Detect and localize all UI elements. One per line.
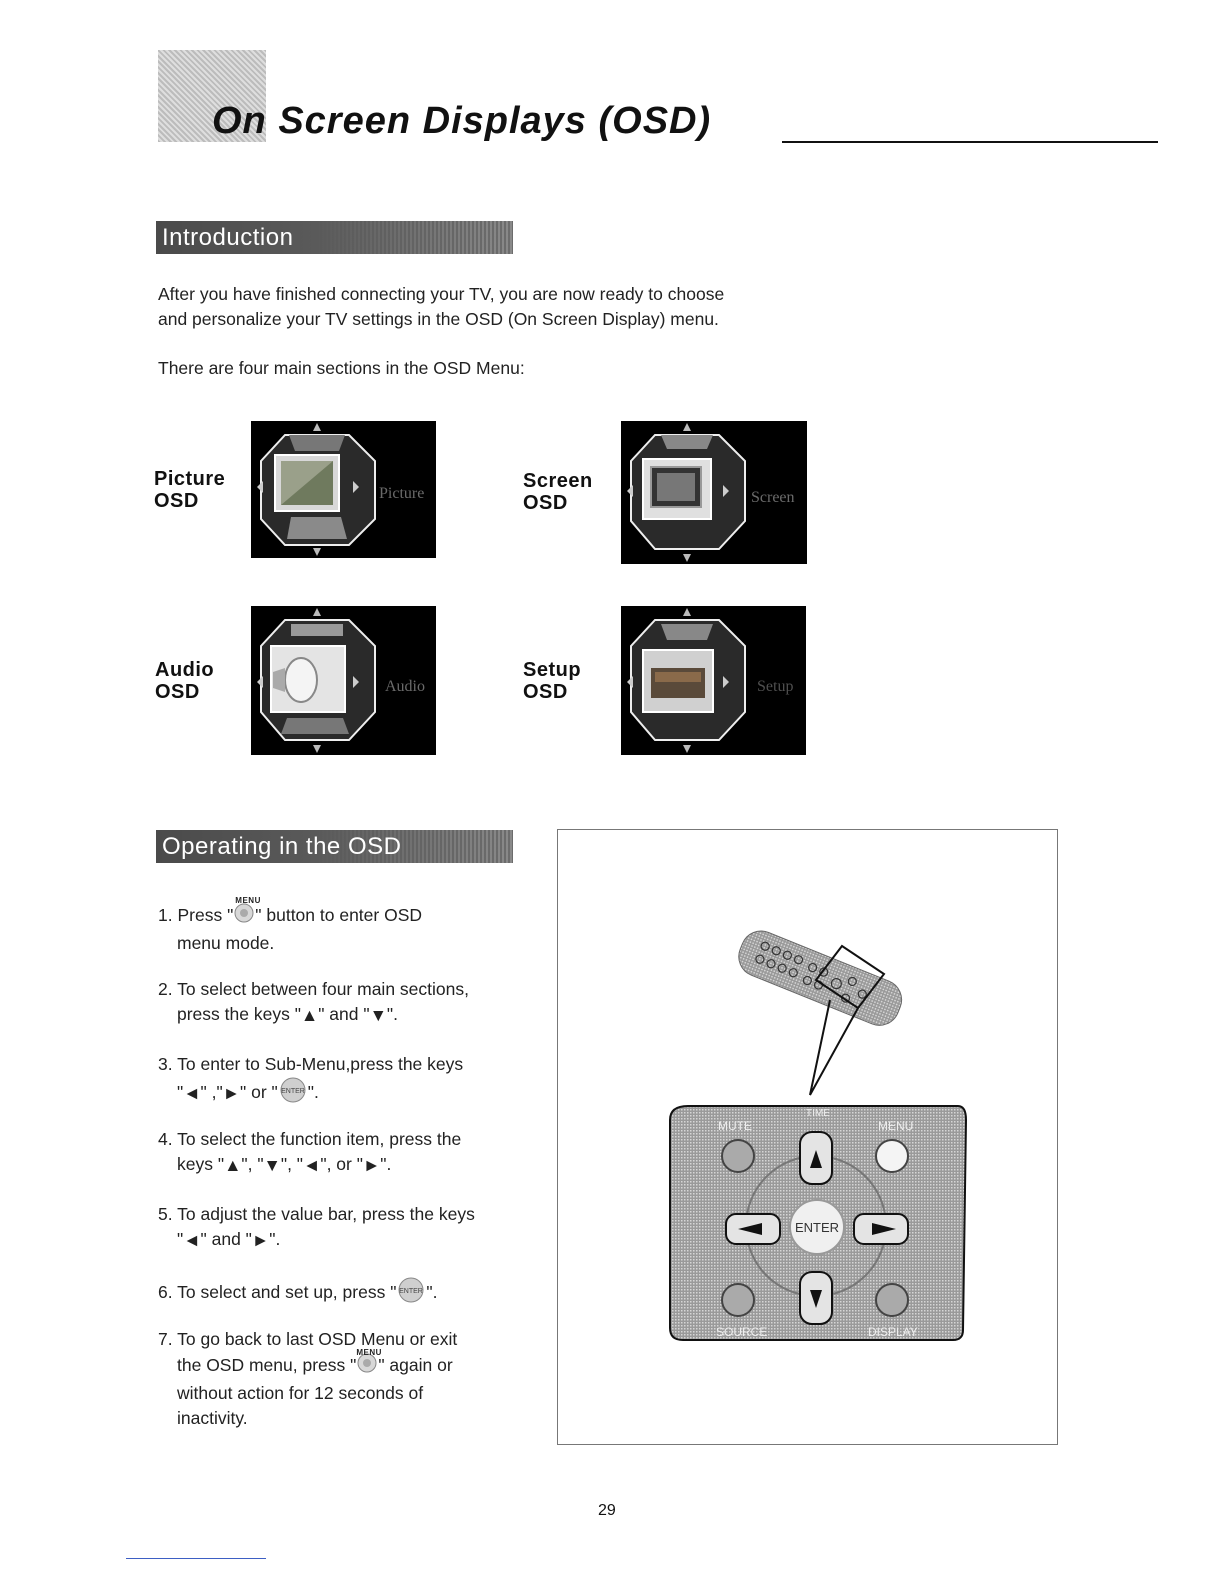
menu-key-icon: MENU — [233, 902, 255, 931]
panel-source-button — [722, 1284, 754, 1316]
svg-text:TIME: TIME — [806, 1108, 830, 1119]
svg-text:ENTER: ENTER — [399, 1288, 424, 1295]
step-4: 4. To select the function item, press the keys "▲", "▼", "◄", or "►". — [158, 1127, 528, 1178]
page-number: 29 — [598, 1502, 616, 1519]
page-title: On Screen Displays (OSD) — [212, 100, 712, 142]
right-arrow-icon: ► — [251, 1229, 270, 1250]
setup-osd-label: Setup OSD — [523, 659, 582, 703]
intro-line-2: and personalize your TV settings in the OSD (On Screen Display) menu. — [158, 309, 719, 329]
footer-line — [126, 1558, 266, 1559]
audio-thumb-text: Audio — [385, 678, 425, 695]
intro-line-1: After you have finished connecting your TV, you are now ready to choose — [158, 284, 725, 304]
audio-cube-icon — [251, 606, 436, 755]
svg-text:MUTE: MUTE — [718, 1119, 752, 1133]
menu-key-icon: MENU — [356, 1352, 378, 1381]
picture-cube-icon — [251, 421, 436, 558]
up-arrow-icon: ▲ — [224, 1154, 242, 1175]
step-1: 1. Press " MENU " button to enter OSD menu mode. — [158, 896, 423, 953]
up-arrow-icon: ▲ — [300, 1004, 319, 1025]
screen-thumb-text: Screen — [751, 489, 795, 506]
screen-osd-thumbnail — [621, 421, 807, 564]
enter-key-icon — [396, 1277, 426, 1310]
sections-intro: There are four main sections in the OSD Menu: — [158, 358, 525, 378]
step-6: 6. To select and set up, press " ENTER ". — [158, 1277, 528, 1310]
step-7: 7. To go back to last OSD Menu or exit the OSD menu, press " MENU " again or without action for 12 seconds of inactivity. — [158, 1329, 458, 1428]
setup-thumb-text: Setup — [757, 678, 794, 695]
picture-osd-label: Picture OSD — [154, 468, 226, 512]
panel-display-button — [876, 1284, 908, 1316]
introduction-heading: Introduction — [156, 221, 513, 254]
step-3: 3. To enter to Sub-Menu,press the keys "◄" ,"►" or " ENTER ". — [158, 1052, 528, 1110]
intro-paragraph — [158, 282, 724, 332]
audio-osd-thumbnail — [251, 606, 436, 755]
panel-mute-button — [722, 1140, 754, 1172]
remote-figure — [557, 829, 1058, 1445]
down-arrow-icon: ▼ — [263, 1154, 281, 1175]
left-arrow-icon: ◄ — [183, 1083, 201, 1103]
enter-key-icon — [278, 1077, 308, 1110]
remote-button-panel — [670, 1106, 966, 1340]
panel-enter-label: ENTER — [794, 1220, 840, 1235]
svg-text:MENU: MENU — [878, 1119, 914, 1133]
screen-cube-icon — [621, 421, 807, 564]
svg-text:ENTER: ENTER — [280, 1088, 305, 1095]
picture-osd-thumbnail — [251, 421, 436, 558]
panel-menu-button — [876, 1140, 908, 1172]
setup-osd-thumbnail — [621, 606, 806, 755]
setup-cube-icon — [621, 606, 806, 755]
picture-thumb-text: Picture — [379, 485, 425, 502]
down-arrow-icon: ▼ — [369, 1004, 387, 1025]
left-arrow-icon: ◄ — [183, 1229, 201, 1250]
title-rule — [782, 141, 1158, 143]
remote-illustration — [558, 830, 1057, 1444]
screen-osd-label: Screen OSD — [523, 470, 593, 514]
right-arrow-icon: ► — [362, 1154, 381, 1175]
left-arrow-icon: ◄ — [303, 1154, 321, 1175]
right-arrow-icon: ► — [222, 1083, 241, 1103]
svg-text:DISPLAY: DISPLAY — [868, 1325, 918, 1339]
svg-text:SOURCE: SOURCE — [716, 1325, 768, 1339]
step-5: 5. To adjust the value bar, press the keys "◄" and "►". — [158, 1202, 528, 1253]
operating-heading: Operating in the OSD — [156, 830, 513, 863]
audio-osd-label: Audio OSD — [155, 659, 215, 703]
step-2: 2. To select between four main sections, press the keys "▲" and "▼". — [158, 977, 528, 1028]
